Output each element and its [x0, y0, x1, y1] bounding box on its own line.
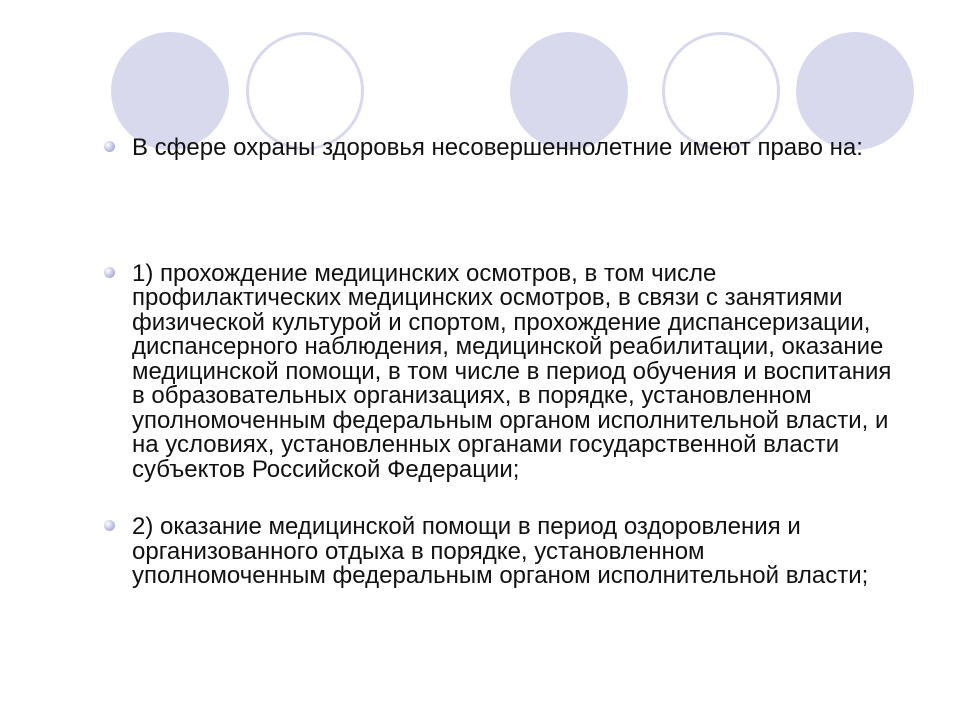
bullet-item-1 [104, 259, 904, 483]
slide-content [104, 136, 904, 589]
circle-ring-2 [662, 32, 780, 150]
circle-filled-3 [796, 32, 914, 150]
bullet-intro [104, 136, 904, 161]
bullet-text: В сфере охраны здоровья несовершеннолетние имеют право на: [132, 134, 863, 161]
bullet-icon [104, 520, 115, 531]
bullet-text: 2) оказание медицинской помощи в период оздоровления и организованного отдыха в порядке, установленном уполномоченным федеральным органом исполнительной власти; [132, 513, 869, 589]
bullet-icon [104, 267, 115, 278]
bullet-text: 1) прохождение медицинских осмотров, в том числе профилактических медицинских осмотров, в связи с занятиями физической культурой и спортом, прохождение диспансеризации, диспансерного наблюдения, медицинской реабилитации, оказание медицинской помощи, в том числе в период обучения и воспитания в образовательных организациях, в порядке, установленном уполномоченным федеральным органом исполнительной власти, и на условиях, установленных органами государственной власти субъектов Российской Федерации; [132, 259, 892, 483]
bullet-item-2 [104, 515, 904, 589]
circle-ring-1 [246, 32, 364, 150]
circle-filled-2 [510, 32, 628, 150]
bullet-icon [104, 141, 115, 152]
circle-filled-1 [111, 32, 229, 150]
